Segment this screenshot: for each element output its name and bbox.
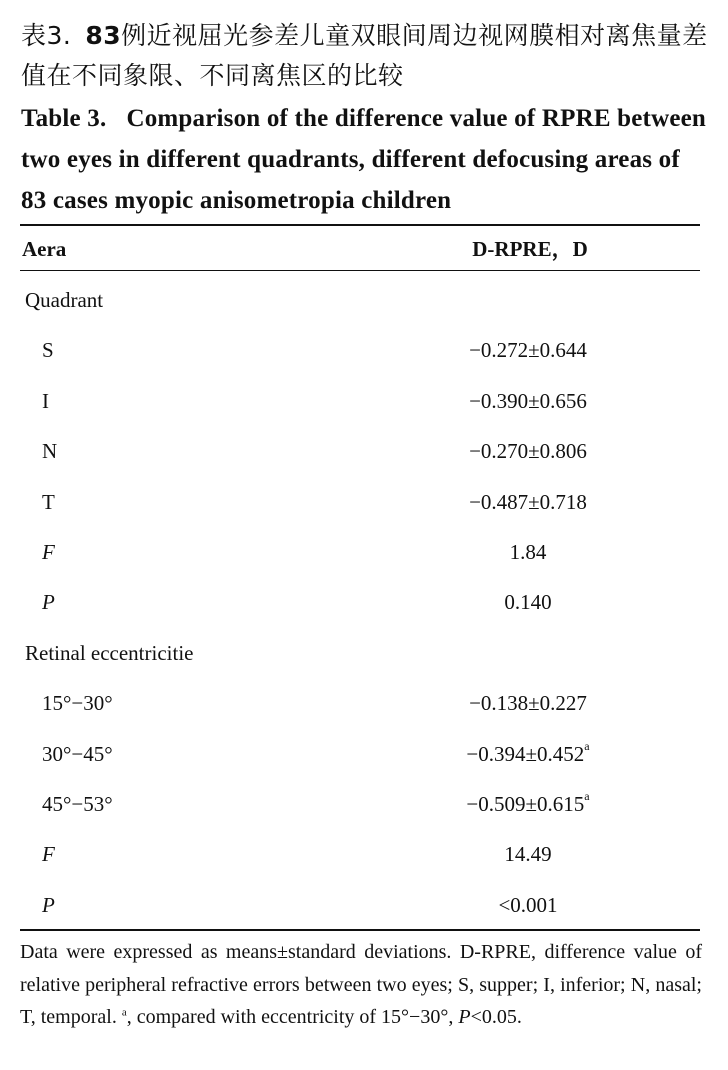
value-text: 1.84 [509, 540, 547, 564]
row-label: P [42, 590, 55, 615]
group-label: Retinal eccentricitie [25, 640, 194, 665]
value-text: <0.001 [498, 892, 558, 917]
table-top-rule [20, 224, 700, 226]
row-value [408, 330, 648, 370]
footnote-sup: a [121, 1006, 127, 1019]
footnote-text-3: <0.05. [470, 1006, 522, 1028]
table-row [20, 381, 700, 421]
value-text: 14.49 [504, 842, 552, 867]
group-row [20, 633, 700, 673]
row-value [408, 431, 648, 471]
group-label: Quadrant [25, 288, 104, 312]
row-value [408, 381, 648, 421]
row-label: I [42, 388, 49, 413]
value-text: −0.394±0.452 [466, 741, 585, 766]
table-row [20, 834, 700, 874]
table-header-rule [20, 270, 700, 271]
table-title-english [21, 98, 711, 221]
table-row [20, 482, 700, 522]
table-row [20, 582, 700, 622]
row-value [408, 482, 648, 522]
table-row [20, 683, 700, 723]
significance-marker: a [584, 738, 590, 753]
value-text: −0.487±0.718 [469, 489, 587, 514]
row-label: 15°−30° [42, 691, 113, 716]
row-label: T [42, 489, 55, 514]
title-en-text: Comparison of the difference value of RPRE between two eyes in different quadrants, different defocusing areas of 83 cases myopic anisometropia children [21, 105, 707, 214]
row-label: P [42, 892, 55, 917]
row-label: 30°−45° [42, 741, 113, 766]
row-label: S [42, 338, 54, 363]
value-text: −0.138±0.227 [469, 691, 587, 716]
row-value [408, 734, 648, 774]
value-text: −0.390±0.656 [469, 388, 587, 413]
value-text: 0.140 [504, 590, 552, 615]
table-number-cn: 表3. [21, 21, 72, 50]
table-row [20, 431, 700, 471]
table-footnote [20, 936, 702, 1034]
table-row [20, 734, 700, 774]
header-d-rpre: D-RPRE，D [472, 237, 588, 261]
table-title-chinese [21, 16, 711, 96]
row-label: F [42, 540, 55, 564]
table-row [20, 532, 700, 572]
row-value [408, 532, 648, 572]
row-label: 45°−53° [42, 792, 113, 816]
table-row [20, 885, 700, 925]
footnote-text-1: Data were expressed as means±standard deviations. D-RPRE, difference value of relative peripheral refractive errors between two eyes; S, supper; I, inferior; N, nasal; T, temporal. [20, 941, 702, 1028]
case-count: 83 [85, 21, 122, 50]
table-number-en: Table 3. [21, 105, 107, 132]
row-value [408, 885, 648, 925]
footnote-p-symbol: P [458, 1006, 471, 1028]
significance-marker: a [584, 789, 590, 803]
value-text: −0.509±0.615 [466, 792, 585, 816]
row-value [408, 582, 648, 622]
table-bottom-rule [20, 929, 700, 931]
row-label: N [42, 439, 58, 464]
row-value [408, 683, 648, 723]
row-label: F [42, 842, 55, 867]
row-value [408, 834, 648, 874]
footnote-text-2: , compared with eccentricity of 15°−30°, [126, 1006, 459, 1028]
header-area: Aera [22, 237, 67, 261]
title-cn-text: 例近视屈光参差儿童双眼间周边视网膜相对离焦量差值在不同象限、不同离焦区的比较 [21, 21, 708, 90]
row-value [408, 784, 648, 824]
value-text: −0.272±0.644 [469, 338, 587, 363]
group-row [20, 280, 700, 320]
table-row [20, 330, 700, 370]
table-row [20, 784, 700, 824]
value-text: −0.270±0.806 [469, 439, 587, 464]
